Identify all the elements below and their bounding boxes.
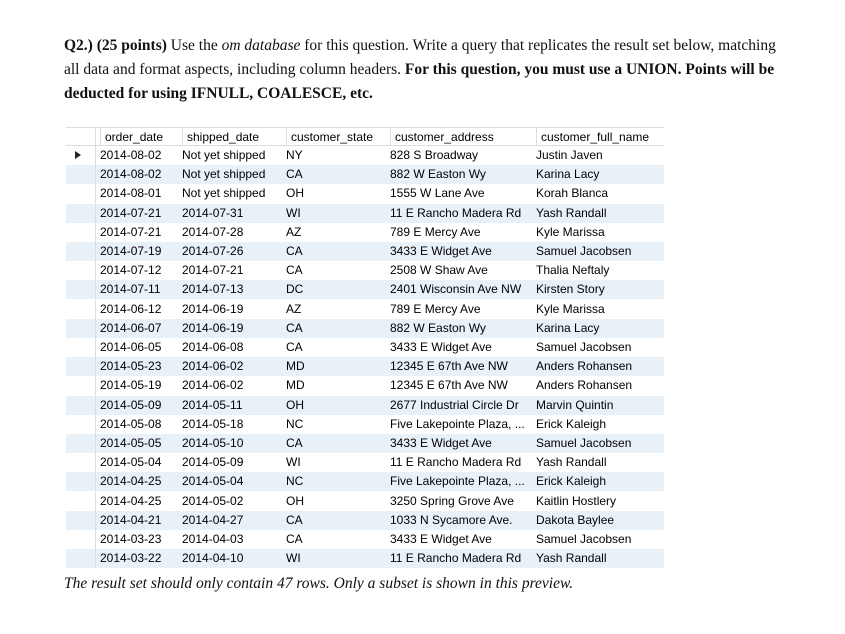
- grid-header-row: [66, 127, 664, 146]
- shipped-date-cell[interactable]: 2014-07-26: [182, 244, 244, 258]
- table-row[interactable]: [66, 549, 664, 568]
- customer-full-name-cell[interactable]: Erick Kaleigh: [536, 416, 607, 431]
- table-row[interactable]: [66, 184, 664, 203]
- shipped-date-cell[interactable]: 2014-05-09: [182, 455, 244, 470]
- table-row[interactable]: [66, 204, 664, 223]
- table-row[interactable]: [66, 242, 664, 261]
- customer-address-cell[interactable]: 882 W Easton Wy: [390, 320, 486, 335]
- shipped-date-cell[interactable]: 2014-06-19: [182, 320, 244, 335]
- table-row[interactable]: [66, 165, 664, 184]
- row-selector[interactable]: [66, 357, 96, 376]
- customer-state-cell[interactable]: CA: [286, 436, 303, 450]
- row-selector[interactable]: [66, 472, 96, 491]
- customer-full-name-cell[interactable]: Yash Randall: [536, 205, 607, 220]
- shipped-date-cell[interactable]: 2014-07-13: [182, 282, 244, 297]
- customer-address-cell[interactable]: 789 E Mercy Ave: [390, 224, 481, 239]
- row-selector[interactable]: [66, 261, 96, 280]
- customer-full-name-cell[interactable]: Korah Blanca: [536, 186, 609, 201]
- row-selector[interactable]: [66, 511, 96, 530]
- order-date-cell[interactable]: 2014-07-11: [100, 282, 161, 297]
- table-row[interactable]: [66, 492, 664, 511]
- table-row[interactable]: [66, 453, 664, 472]
- customer-address-cell[interactable]: 2401 Wisconsin Ave NW: [390, 282, 522, 297]
- shipped-date-cell[interactable]: 2014-05-10: [182, 436, 244, 450]
- customer-state-cell[interactable]: OH: [286, 397, 304, 412]
- row-selector[interactable]: [66, 338, 96, 357]
- table-row[interactable]: [66, 223, 664, 242]
- order-date-cell[interactable]: 2014-07-21: [100, 224, 162, 239]
- customer-full-name-cell[interactable]: Samuel Jacobsen: [536, 436, 632, 450]
- order-date-cell[interactable]: 2014-05-23: [100, 359, 162, 374]
- customer-address-cell[interactable]: 12345 E 67th Ave NW: [390, 359, 508, 374]
- row-selector[interactable]: [66, 453, 96, 472]
- customer-address-cell[interactable]: 12345 E 67th Ave NW: [390, 378, 508, 393]
- customer-address-cell[interactable]: Five Lakepointe Plaza, ...: [390, 474, 525, 489]
- order-date-cell[interactable]: 2014-07-12: [100, 263, 162, 278]
- customer-state-cell[interactable]: CA: [286, 244, 303, 258]
- customer-full-name-cell[interactable]: Justin Javen: [536, 148, 603, 162]
- shipped-date-cell[interactable]: 2014-04-27: [182, 512, 244, 527]
- customer-state-cell[interactable]: WI: [286, 455, 301, 470]
- customer-state-cell[interactable]: CA: [286, 512, 303, 527]
- customer-address-cell[interactable]: 3433 E Widget Ave: [390, 532, 492, 546]
- customer-state-cell[interactable]: CA: [286, 340, 303, 354]
- shipped-date-cell[interactable]: 2014-07-28: [182, 224, 244, 239]
- current-row-arrow-icon: [75, 151, 81, 159]
- row-selector[interactable]: [66, 223, 96, 242]
- row-selector[interactable]: [66, 184, 96, 203]
- order-date-cell[interactable]: 2014-05-09: [100, 397, 162, 412]
- customer-full-name-cell[interactable]: Anders Rohansen: [536, 378, 633, 393]
- table-row[interactable]: [66, 434, 664, 453]
- customer-full-name-cell[interactable]: Samuel Jacobsen: [536, 532, 632, 546]
- row-selector[interactable]: [66, 242, 96, 261]
- order-date-cell[interactable]: 2014-04-25: [100, 493, 162, 508]
- order-date-cell[interactable]: 2014-05-19: [100, 378, 162, 393]
- row-selector[interactable]: [66, 165, 96, 184]
- customer-full-name-cell[interactable]: Yash Randall: [536, 551, 607, 566]
- shipped-date-cell[interactable]: 2014-07-21: [182, 263, 244, 278]
- customer-address-cell[interactable]: 3250 Spring Grove Ave: [390, 493, 514, 508]
- order-date-cell[interactable]: 2014-05-05: [100, 436, 162, 450]
- customer-address-cell[interactable]: 3433 E Widget Ave: [390, 244, 492, 258]
- order-date-cell[interactable]: 2014-06-05: [100, 340, 162, 354]
- customer-state-cell[interactable]: DC: [286, 282, 304, 297]
- table-row[interactable]: [66, 511, 664, 530]
- customer-full-name-cell[interactable]: Anders Rohansen: [536, 359, 633, 374]
- shipped-date-cell[interactable]: Not yet shipped: [182, 186, 266, 201]
- customer-full-name-cell[interactable]: Samuel Jacobsen: [536, 244, 632, 258]
- customer-state-cell[interactable]: OH: [286, 493, 304, 508]
- question-label: Q2.) (25 points): [64, 37, 167, 54]
- order-date-cell[interactable]: 2014-08-02: [100, 148, 162, 162]
- shipped-date-cell[interactable]: 2014-05-11: [182, 397, 243, 412]
- shipped-date-cell[interactable]: 2014-06-02: [182, 359, 244, 374]
- shipped-date-cell[interactable]: 2014-06-19: [182, 301, 244, 316]
- order-date-cell[interactable]: 2014-04-21: [100, 512, 162, 527]
- table-row[interactable]: [66, 280, 664, 299]
- shipped-date-cell[interactable]: 2014-05-18: [182, 416, 244, 431]
- customer-full-name-cell[interactable]: Kyle Marissa: [536, 301, 605, 316]
- row-selector[interactable]: [66, 530, 96, 549]
- row-selector[interactable]: [66, 146, 96, 165]
- customer-full-name-cell[interactable]: Thalia Neftaly: [536, 263, 610, 278]
- shipped-date-cell[interactable]: Not yet shipped: [182, 148, 266, 162]
- table-row[interactable]: [66, 357, 664, 376]
- column-header-customer-state[interactable]: customer_state: [286, 128, 390, 146]
- shipped-date-cell[interactable]: 2014-04-03: [182, 532, 244, 546]
- row-selector[interactable]: [66, 434, 96, 453]
- customer-address-cell[interactable]: 2508 W Shaw Ave: [390, 263, 488, 278]
- customer-address-cell[interactable]: Five Lakepointe Plaza, ...: [390, 416, 525, 431]
- customer-state-cell[interactable]: NC: [286, 416, 304, 431]
- order-date-cell[interactable]: 2014-06-07: [100, 320, 162, 335]
- shipped-date-cell[interactable]: 2014-06-02: [182, 378, 244, 393]
- customer-address-cell[interactable]: 828 S Broadway: [390, 148, 479, 162]
- customer-state-cell[interactable]: MD: [286, 359, 305, 374]
- row-selector[interactable]: [66, 204, 96, 223]
- customer-state-cell[interactable]: NY: [286, 148, 303, 162]
- customer-address-cell[interactable]: 789 E Mercy Ave: [390, 301, 481, 316]
- shipped-date-cell[interactable]: 2014-04-10: [182, 551, 244, 566]
- footer-note: The result set should only contain 47 rows. Only a subset is shown in this preview.: [64, 575, 574, 592]
- table-row[interactable]: [66, 530, 664, 549]
- question-instruction: For this question, you must use a UNION. Points will be deducted for using IFNULL, COALESCE, etc.: [64, 61, 775, 102]
- shipped-date-cell[interactable]: Not yet shipped: [182, 167, 266, 182]
- order-date-cell[interactable]: 2014-08-02: [100, 167, 162, 182]
- customer-address-cell[interactable]: 882 W Easton Wy: [390, 167, 486, 182]
- question-text: [64, 34, 784, 106]
- row-selector[interactable]: [66, 492, 96, 511]
- row-selector[interactable]: [66, 300, 96, 319]
- customer-address-cell[interactable]: 3433 E Widget Ave: [390, 436, 492, 450]
- customer-address-cell[interactable]: 11 E Rancho Madera Rd: [390, 551, 522, 566]
- order-date-cell[interactable]: 2014-03-22: [100, 551, 162, 566]
- customer-full-name-cell[interactable]: Yash Randall: [536, 455, 607, 470]
- customer-full-name-cell[interactable]: Karina Lacy: [536, 167, 600, 182]
- customer-full-name-cell[interactable]: Erick Kaleigh: [536, 474, 607, 489]
- table-row[interactable]: [66, 415, 664, 434]
- order-date-cell[interactable]: 2014-03-23: [100, 532, 162, 546]
- row-selector[interactable]: [66, 396, 96, 415]
- table-row[interactable]: [66, 319, 664, 338]
- customer-state-cell[interactable]: MD: [286, 378, 305, 393]
- order-date-cell[interactable]: 2014-05-04: [100, 455, 162, 470]
- shipped-date-cell[interactable]: 2014-07-31: [182, 205, 244, 220]
- order-date-cell[interactable]: 2014-05-08: [100, 416, 162, 431]
- shipped-date-cell[interactable]: 2014-05-02: [182, 493, 244, 508]
- column-header-order-date[interactable]: order_date: [100, 128, 182, 146]
- table-row[interactable]: [66, 300, 664, 319]
- customer-full-name-cell[interactable]: Dakota Baylee: [536, 512, 615, 527]
- customer-state-cell[interactable]: OH: [286, 186, 304, 201]
- table-row[interactable]: [66, 396, 664, 415]
- row-selector[interactable]: [66, 415, 96, 434]
- customer-state-cell[interactable]: NC: [286, 474, 304, 489]
- customer-state-cell[interactable]: WI: [286, 205, 301, 220]
- column-header-customer-full-name[interactable]: customer_full_name: [536, 128, 664, 146]
- customer-state-cell[interactable]: CA: [286, 320, 303, 335]
- customer-state-cell[interactable]: AZ: [286, 224, 302, 239]
- customer-address-cell[interactable]: 11 E Rancho Madera Rd: [390, 205, 522, 220]
- customer-address-cell[interactable]: 3433 E Widget Ave: [390, 340, 492, 354]
- order-date-cell[interactable]: 2014-07-19: [100, 244, 162, 258]
- table-row[interactable]: [66, 338, 664, 357]
- customer-full-name-cell[interactable]: Marvin Quintin: [536, 397, 614, 412]
- customer-state-cell[interactable]: CA: [286, 263, 303, 278]
- row-selector[interactable]: [66, 319, 96, 338]
- row-selector[interactable]: [66, 376, 96, 395]
- result-grid: [66, 127, 664, 566]
- row-header-corner: [66, 128, 96, 146]
- order-date-cell[interactable]: 2014-04-25: [100, 474, 162, 489]
- customer-address-cell[interactable]: 2677 Industrial Circle Dr: [390, 397, 519, 412]
- customer-full-name-cell[interactable]: Samuel Jacobsen: [536, 340, 632, 354]
- customer-address-cell[interactable]: 1033 N Sycamore Ave.: [390, 512, 513, 527]
- order-date-cell[interactable]: 2014-08-01: [100, 186, 162, 201]
- customer-full-name-cell[interactable]: Karina Lacy: [536, 320, 600, 335]
- row-selector[interactable]: [66, 549, 96, 568]
- order-date-cell[interactable]: 2014-06-12: [100, 301, 162, 316]
- column-header-shipped-date[interactable]: shipped_date: [182, 128, 286, 146]
- question-text-part-1: Use the: [166, 37, 222, 54]
- customer-state-cell[interactable]: CA: [286, 167, 303, 182]
- table-row[interactable]: [66, 376, 664, 395]
- column-header-customer-address[interactable]: customer_address: [390, 128, 536, 146]
- customer-address-cell[interactable]: 1555 W Lane Ave: [390, 186, 485, 201]
- table-row[interactable]: [66, 146, 664, 165]
- customer-address-cell[interactable]: 11 E Rancho Madera Rd: [390, 455, 522, 470]
- table-row[interactable]: [66, 472, 664, 491]
- customer-full-name-cell[interactable]: Kyle Marissa: [536, 224, 605, 239]
- table-row[interactable]: [66, 261, 664, 280]
- row-selector[interactable]: [66, 280, 96, 299]
- customer-state-cell[interactable]: AZ: [286, 301, 302, 316]
- question-text-part-2: for this question. Write a query that replicates the result set below, matching all data and format aspects, including column headers.: [64, 37, 776, 78]
- customer-state-cell[interactable]: WI: [286, 551, 301, 566]
- customer-full-name-cell[interactable]: Kirsten Story: [536, 282, 605, 297]
- shipped-date-cell[interactable]: 2014-05-04: [182, 474, 244, 489]
- database-name: om database: [221, 37, 301, 54]
- shipped-date-cell[interactable]: 2014-06-08: [182, 340, 244, 354]
- order-date-cell[interactable]: 2014-07-21: [100, 205, 162, 220]
- customer-state-cell[interactable]: CA: [286, 532, 303, 546]
- customer-full-name-cell[interactable]: Kaitlin Hostlery: [536, 493, 617, 508]
